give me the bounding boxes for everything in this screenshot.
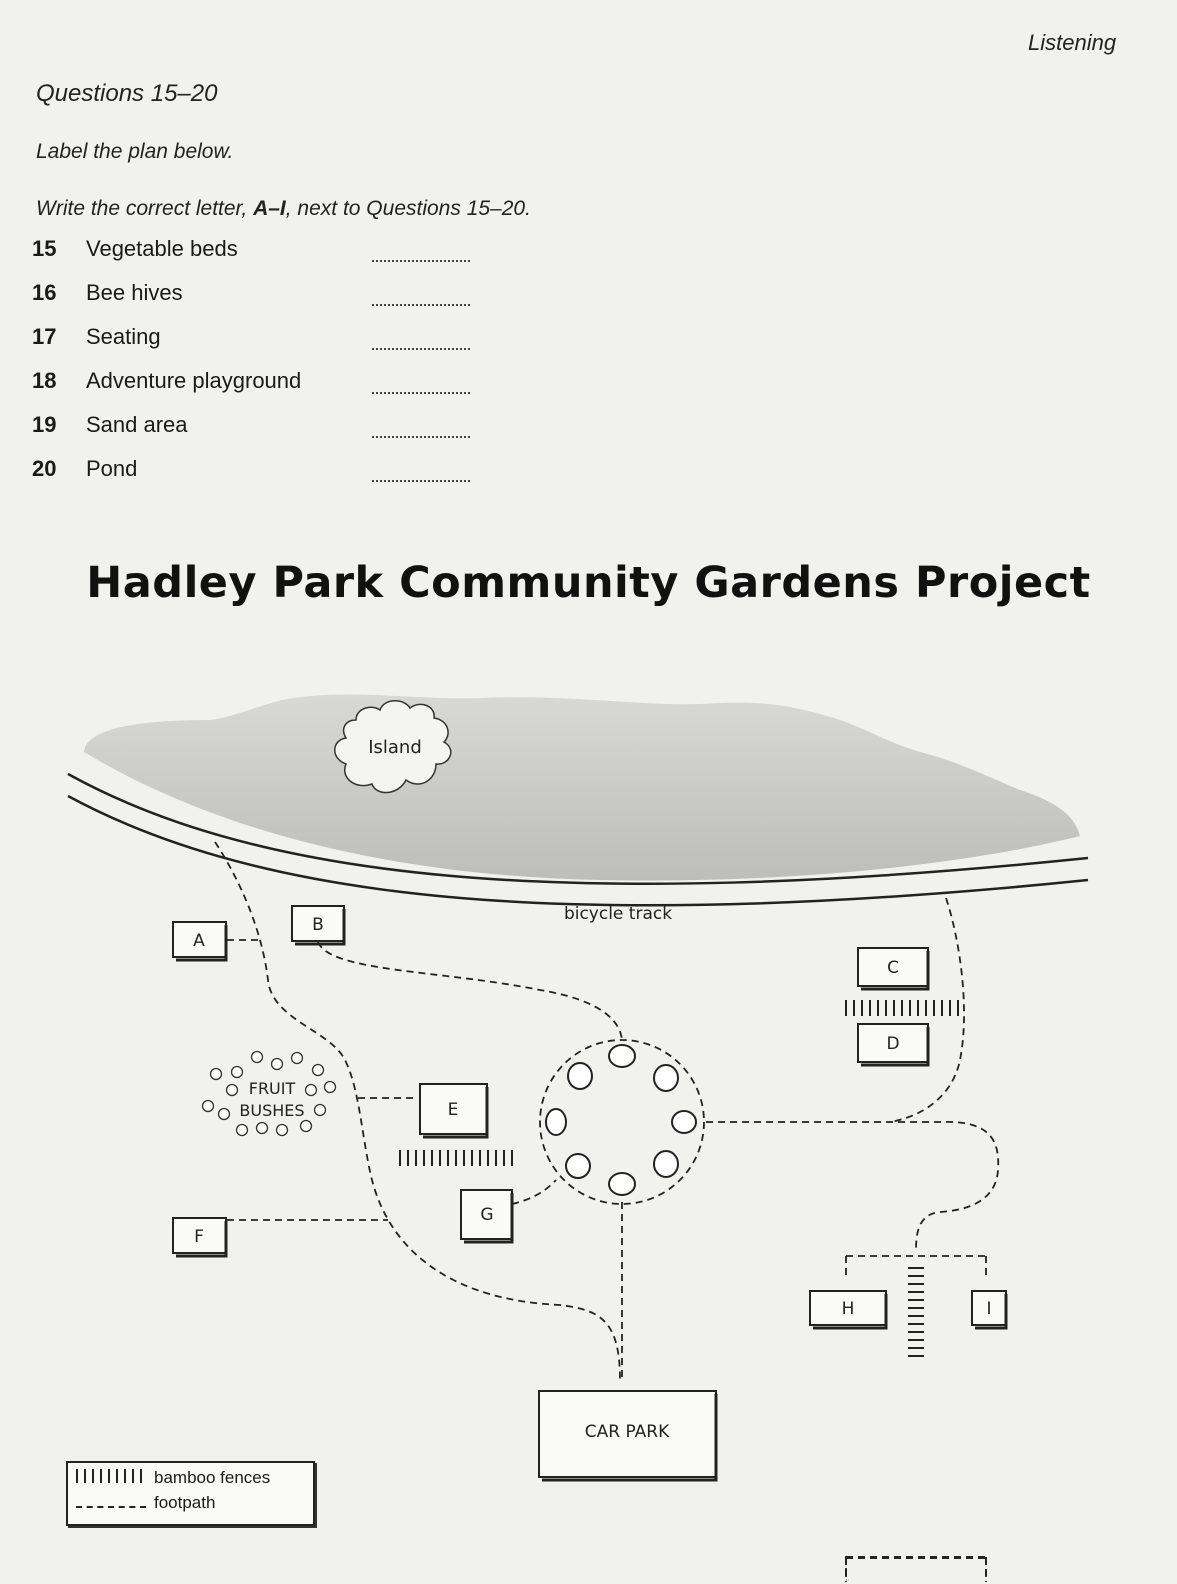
box-I-label: I xyxy=(986,1299,992,1319)
footpath-B xyxy=(318,942,622,1040)
instruction-label: Label the plan below. xyxy=(36,140,234,163)
fruit-bushes-label-1: FRUIT xyxy=(248,1079,296,1098)
stone xyxy=(546,1109,566,1135)
box-C-label: C xyxy=(887,958,899,978)
bush xyxy=(306,1085,317,1096)
questions-heading: Questions 15–20 xyxy=(36,80,218,107)
bush xyxy=(301,1121,312,1132)
box-E xyxy=(420,1084,487,1137)
bush xyxy=(272,1059,283,1070)
box-H xyxy=(810,1291,886,1328)
box-A xyxy=(173,922,226,960)
question-number: 18 xyxy=(32,368,57,393)
legend xyxy=(66,1461,315,1526)
question-text: Sand area xyxy=(86,412,188,437)
instruction-post: , next to Questions 15–20. xyxy=(285,197,531,220)
bush xyxy=(292,1053,303,1064)
footpath-G xyxy=(512,1180,556,1204)
footpath-hi-connector xyxy=(846,1557,986,1582)
question-text: Adventure playground xyxy=(86,368,302,393)
legend-fences xyxy=(76,1468,270,1488)
bush xyxy=(325,1082,336,1093)
box-I xyxy=(972,1291,1006,1328)
question-number: 20 xyxy=(32,456,57,481)
stone xyxy=(654,1065,678,1091)
section-label: Listening xyxy=(1028,30,1117,55)
circle-stones xyxy=(546,1045,696,1195)
stone xyxy=(609,1045,635,1067)
bush xyxy=(252,1052,263,1063)
bush xyxy=(313,1065,324,1076)
fence-cd xyxy=(846,1000,958,1016)
plan-title: Hadley Park Community Gardens Project xyxy=(86,558,1091,608)
box-B xyxy=(292,906,344,944)
question-text: Bee hives xyxy=(86,280,183,305)
footpath-h-i xyxy=(846,1557,986,1580)
question-number: 17 xyxy=(32,324,57,349)
box-D xyxy=(858,1024,928,1065)
box-C xyxy=(858,948,928,989)
bush xyxy=(257,1123,268,1134)
question-number: 16 xyxy=(32,280,57,305)
bush xyxy=(315,1105,326,1116)
instruction-letters: A–I xyxy=(253,197,286,220)
stone xyxy=(672,1111,696,1133)
label-boxes xyxy=(173,906,1006,1480)
car-park xyxy=(539,1391,716,1480)
bush xyxy=(232,1067,243,1078)
bush xyxy=(237,1125,248,1136)
box-G xyxy=(461,1190,512,1242)
bush xyxy=(211,1069,222,1080)
question-text: Pond xyxy=(86,456,138,481)
stone xyxy=(609,1173,635,1195)
footpath-h-i-group xyxy=(846,1556,986,1584)
footpath-hi-main-bar xyxy=(846,1557,986,1580)
legend-footpath xyxy=(76,1493,215,1513)
fence-hi xyxy=(908,1268,924,1356)
legend-fences-label: bamboo fences xyxy=(154,1468,271,1487)
question-number: 15 xyxy=(32,236,57,261)
question-text: Seating xyxy=(86,324,161,349)
fence-symbol-icon xyxy=(76,1468,154,1488)
question-number: 19 xyxy=(32,412,57,437)
instruction-pre: Write the correct letter, xyxy=(36,197,254,220)
fence-e xyxy=(400,1150,512,1166)
footpath-hi-bar xyxy=(846,1557,986,1580)
box-B-label: B xyxy=(312,915,324,935)
footpath-h-i-shifted xyxy=(846,1557,986,1580)
legend-footpath-label: footpath xyxy=(154,1493,216,1512)
footpath-hi-real xyxy=(846,1557,986,1582)
island-label: Island xyxy=(368,737,422,758)
bush xyxy=(277,1125,288,1136)
bicycle-track-label: bicycle track xyxy=(563,904,673,924)
stone xyxy=(566,1154,590,1178)
box-F-label: F xyxy=(194,1227,204,1247)
box-G-label: G xyxy=(480,1205,494,1225)
box-D-label: D xyxy=(886,1034,900,1054)
footpath-symbol-icon xyxy=(76,1493,154,1513)
lake xyxy=(84,694,1080,880)
stone xyxy=(654,1151,678,1177)
fruit-bushes-label-2: BUSHES xyxy=(239,1101,305,1120)
bush xyxy=(227,1085,238,1096)
box-E-label: E xyxy=(447,1100,459,1120)
stone xyxy=(568,1063,592,1089)
car-park-label: CAR PARK xyxy=(584,1422,670,1442)
bush xyxy=(219,1109,230,1120)
box-F xyxy=(173,1218,226,1256)
footpath-east xyxy=(706,1122,998,1250)
bush xyxy=(203,1101,214,1112)
box-A-label: A xyxy=(193,931,205,951)
box-H-label: H xyxy=(841,1299,855,1319)
question-text: Vegetable beds xyxy=(86,236,238,261)
